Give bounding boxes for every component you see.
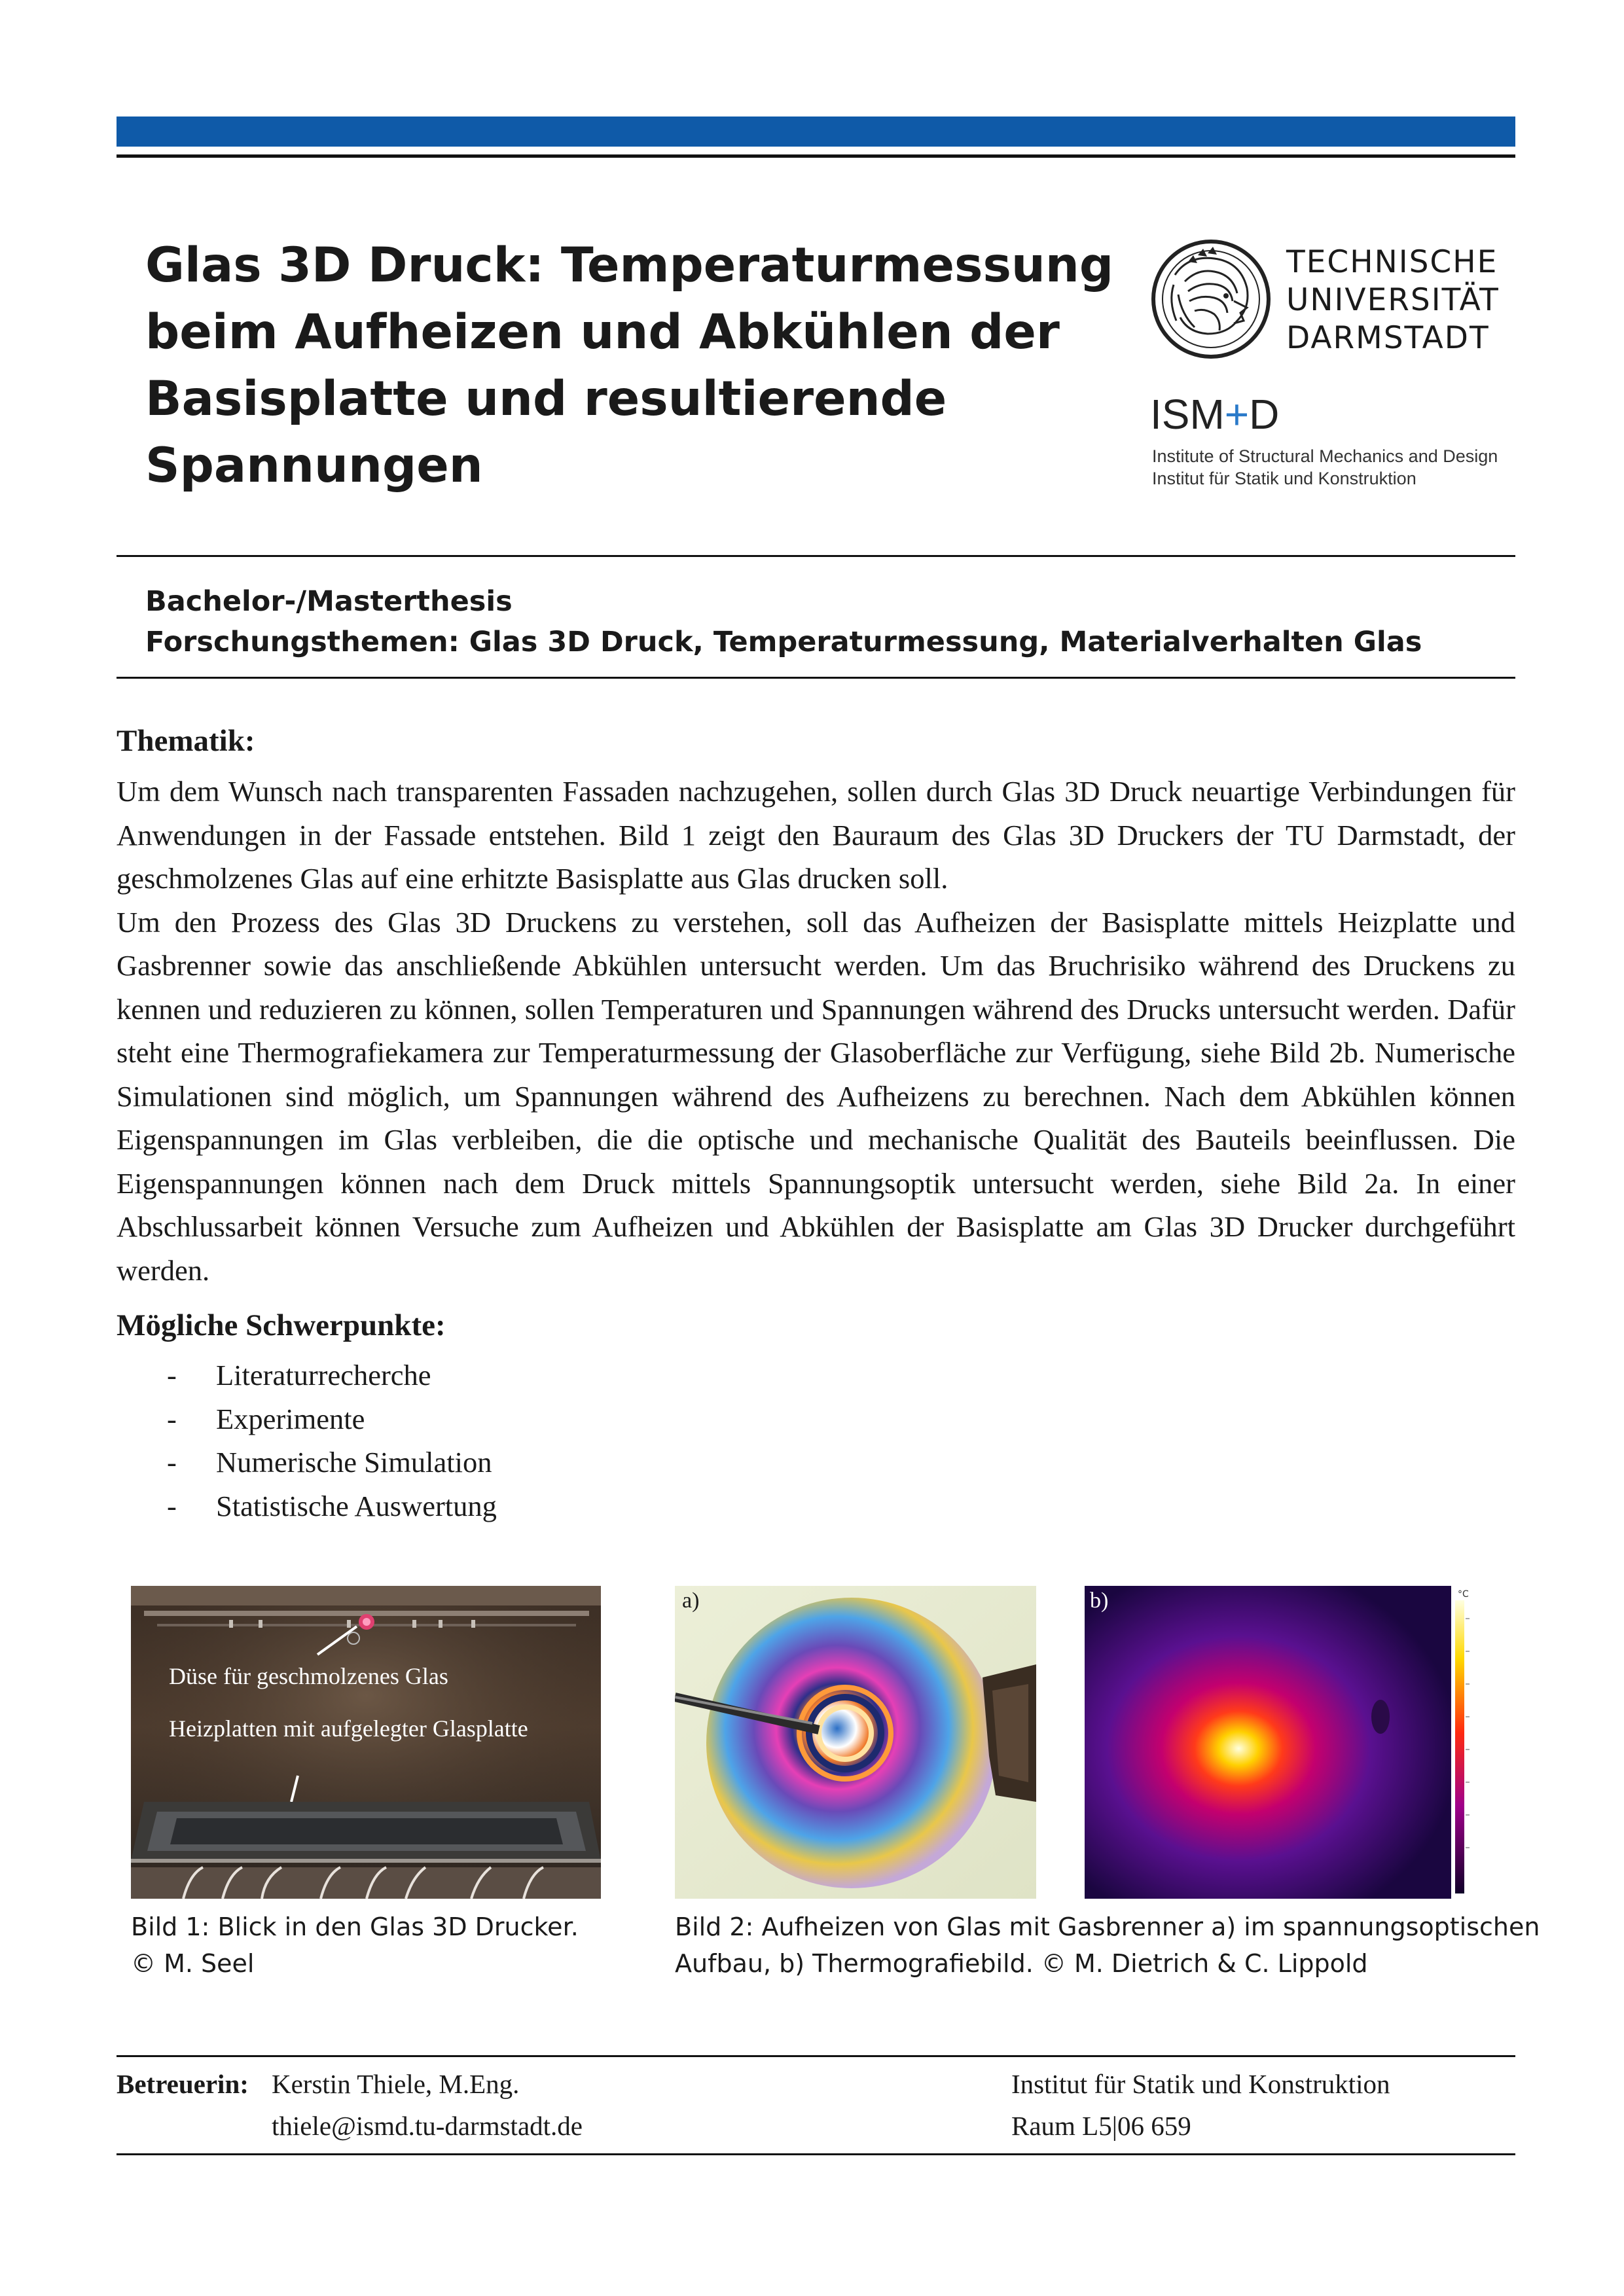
tu-darmstadt-athena-logo [1149,236,1273,363]
title-line-3: Basisplatte und resultierende [145,371,947,427]
footer-divider [117,2153,1515,2155]
thematik-heading: Thematik: [117,724,255,758]
divider [117,555,1515,557]
caption-1-line-2: © M. Seel [131,1949,255,1978]
thermography-image [1085,1586,1480,1899]
schwerpunkte-list [167,1354,497,1528]
thematik-paragraph-1: Um dem Wunsch nach transparenten Fassaden nachzugehen, sollen durch Glas 3D Druck neuartige Verbindungen für Anwendungen in der Fassade entstehen. Bild 1 zeigt den Bauraum des Glas 3D Druckers der TU Darmstadt, der geschmolzenes Glas auf eine erhitzte Basisplatte aus Glas drucken soll. [117,775,1515,895]
thesis-type: Bachelor-/Masterthesis [145,585,513,618]
institute-line-1: Institute of Structural Mechanics and Design [1152,446,1498,466]
ismd-logo: ISM+D [1150,391,1280,438]
title-line-1: Glas 3D Druck: Temperaturmessung [145,238,1114,293]
header-rule [117,154,1515,158]
caption-2-line-1: Bild 2: Aufheizen von Glas mit Gasbrenner a) im spannungsoptischen [675,1912,1540,1941]
institute-line-2: Institut für Statik und Konstruktion [1152,469,1416,488]
figure-2-caption [675,1909,1540,1982]
university-line-3: DARMSTADT [1286,320,1490,356]
figure-2a-tag: a) [682,1588,700,1613]
caption-2-line-2: Aufbau, b) Thermografiebild. © M. Dietrich & C. Lippold [675,1949,1368,1978]
university-line-1: TECHNISCHE [1286,244,1498,280]
scale-unit-label: °C [1458,1589,1469,1600]
supervisor-email-link[interactable]: thiele@ismd.tu-darmstadt.de [272,2111,583,2141]
divider [117,677,1515,679]
footer-divider [117,2055,1515,2057]
thematik-paragraph-2: Um den Prozess des Glas 3D Druckens zu verstehen, soll das Aufheizen der Basisplatte mittels Heizplatte und Gasbrenner sowie das anschließende Abkühlen untersucht werden. Um das Bruchrisiko während des Druckens zu kennen und reduzieren zu können, sollen Temperaturen und Spannungen während des Drucks untersucht werden. Dafür steht eine Thermografiekamera zur Temperaturmessung der Glasoberfläche zur Verfügung, siehe Bild 2b. Numerische Simulationen sind möglich, um Spannungen während des Aufheizens zu berechnen. Nach dem Abkühlen können Eigenspannungen im Glas verbleiben, die die optische und mechanische Qualität des Bauteils beeinflussen. Die Eigenspannungen können nach dem Druck mittels Spannungsoptik untersucht werden, siehe Bild 2a. In einer Abschlussarbeit können Versuche zum Aufheizen und Abkühlen der Basisplatte am Glas 3D Drucker durchgeführt werden. [117,905,1515,1287]
page-title [145,232,1114,499]
heating-plates-label: Heizplatten mit aufgelegter Glasplatte [169,1715,528,1742]
thesis-info [145,581,1422,662]
title-line-4: Spannungen [145,438,483,493]
university-line-2: UNIVERSITÄT [1286,282,1500,318]
room-number: Raum L5|06 659 [1011,2111,1191,2141]
supervisor-name: Kerstin Thiele, M.Eng. [272,2069,520,2099]
list-item: - Numerische Simulation [167,1446,492,1479]
header-color-bar [117,117,1515,147]
figure-1-caption [131,1909,579,1982]
institute-address: Institut für Statik und Konstruktion [1011,2069,1390,2099]
list-item: - Literaturrecherche [167,1359,431,1391]
photoelastic-photo [675,1586,1036,1899]
nozzle-label: Düse für geschmolzenes Glas [169,1663,448,1689]
printer-interior-photo [131,1586,601,1899]
institute-name [1152,445,1498,490]
schwerpunkte-heading: Mögliche Schwerpunkte: [117,1308,446,1342]
thesis-topics: Forschungsthemen: Glas 3D Druck, Temperaturmessung, Materialverhalten Glas [145,626,1422,658]
thematik-body [117,770,1515,1292]
supervisor-label: Betreuerin: [117,2069,249,2099]
list-item: - Experimente [167,1402,365,1435]
caption-1-line-1: Bild 1: Blick in den Glas 3D Drucker. [131,1912,579,1941]
figure-2b-tag: b) [1090,1588,1109,1613]
list-item: - Statistische Auswertung [167,1489,497,1522]
title-line-2: beim Aufheizen und Abkühlen der [145,304,1060,360]
tu-darmstadt-wordmark [1286,243,1500,357]
